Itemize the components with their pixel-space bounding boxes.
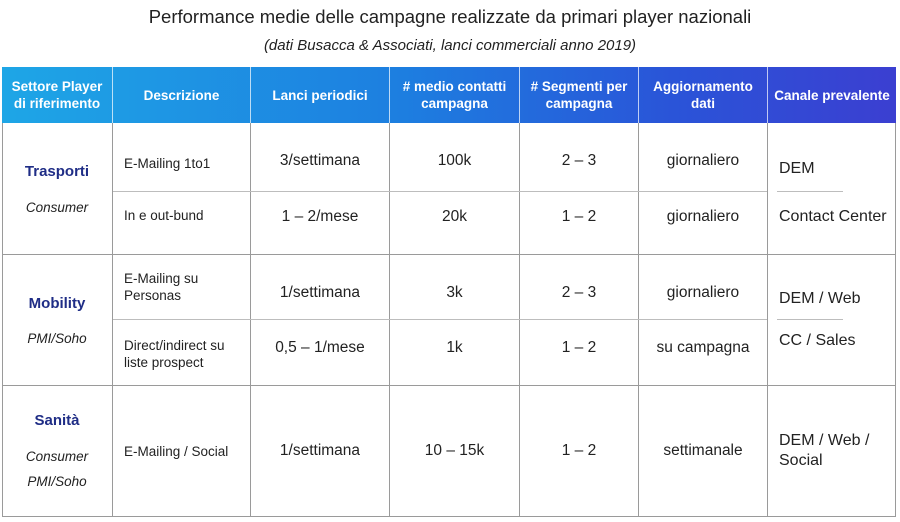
page-title: Performance medie delle campagne realizzate da primari player nazionali bbox=[148, 6, 752, 27]
row-channel: DEM bbox=[779, 160, 815, 177]
sector-name: Sanità bbox=[34, 412, 80, 429]
sector-sub: Consumer bbox=[25, 200, 89, 215]
sector-sub: PMI/Soho bbox=[27, 331, 87, 346]
row-description: E-Mailing 1to1 bbox=[124, 156, 211, 171]
row-update: settimanale bbox=[663, 442, 743, 459]
row-segments: 1 – 2 bbox=[561, 442, 597, 459]
header-launches: Lanci periodici bbox=[272, 87, 368, 103]
row-channel: DEM / Web bbox=[779, 290, 861, 307]
header-contacts: # medio contatti campagna bbox=[402, 79, 507, 111]
row-launches: 3/settimana bbox=[279, 152, 361, 169]
table-header bbox=[2, 67, 896, 123]
header-sector: Settore Player di riferimento bbox=[11, 79, 103, 111]
row-description: Direct/indirect su liste prospect bbox=[124, 338, 225, 370]
sector-sub: Consumer bbox=[25, 449, 89, 464]
row-description: E-Mailing su Personas bbox=[124, 271, 199, 303]
row-channel: DEM / Web / Social bbox=[779, 432, 870, 469]
row-update: su campagna bbox=[656, 339, 750, 356]
row-launches: 0,5 – 1/mese bbox=[275, 339, 365, 356]
row-launches: 1 – 2/mese bbox=[281, 208, 359, 225]
row-description: In e out-bund bbox=[124, 208, 204, 223]
row-segments: 2 – 3 bbox=[561, 152, 597, 169]
sector-name: Trasporti bbox=[24, 163, 90, 180]
sector-sub: PMI/Soho bbox=[27, 474, 87, 489]
row-segments: 1 – 2 bbox=[561, 208, 597, 225]
row-contacts: 100k bbox=[437, 152, 472, 169]
sector-name: Mobility bbox=[28, 295, 86, 312]
row-update: giornaliero bbox=[666, 284, 740, 301]
row-update: giornaliero bbox=[666, 208, 740, 225]
row-launches: 1/settimana bbox=[279, 284, 361, 301]
header-update: Aggiornamento dati bbox=[653, 79, 753, 111]
row-launches: 1/settimana bbox=[279, 442, 361, 459]
row-channel: CC / Sales bbox=[779, 332, 856, 349]
row-segments: 1 – 2 bbox=[561, 339, 597, 356]
row-contacts: 20k bbox=[442, 208, 467, 225]
row-contacts: 10 – 15k bbox=[424, 442, 485, 459]
row-contacts: 1k bbox=[446, 339, 463, 356]
row-channel: Contact Center bbox=[779, 208, 887, 225]
row-segments: 2 – 3 bbox=[561, 284, 597, 301]
header-channel: Canale prevalente bbox=[774, 87, 890, 103]
performance-table bbox=[2, 67, 896, 517]
row-update: giornaliero bbox=[666, 152, 740, 169]
header-segments: # Segmenti per campagna bbox=[530, 79, 628, 111]
page-subtitle: (dati Busacca & Associati, lanci commerciali anno 2019) bbox=[263, 37, 637, 54]
row-description: E-Mailing / Social bbox=[124, 444, 229, 459]
row-contacts: 3k bbox=[446, 284, 463, 301]
header-description: Descrizione bbox=[143, 87, 220, 103]
